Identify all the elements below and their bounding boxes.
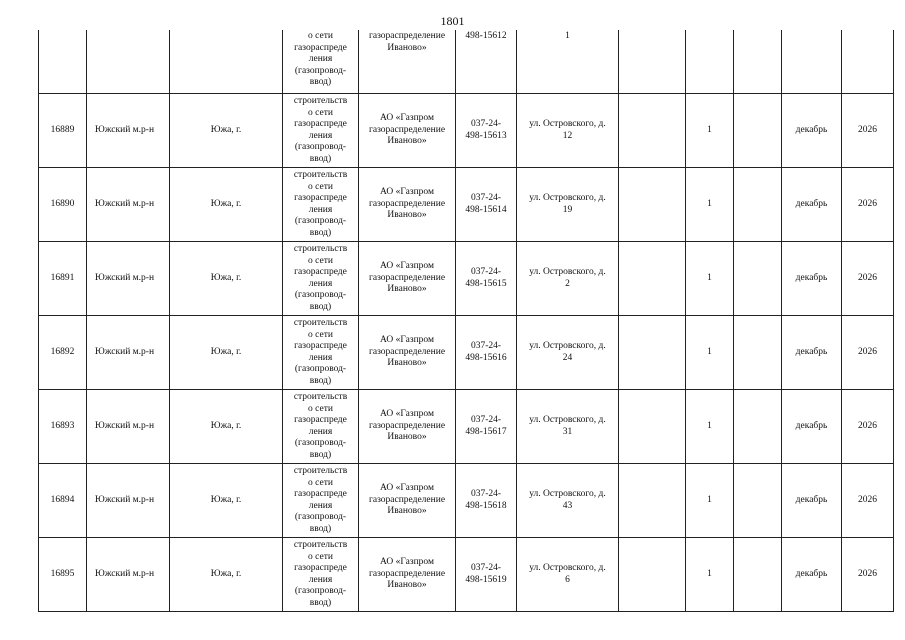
cell-qty: 1: [686, 390, 734, 464]
text-line: строительств: [293, 96, 348, 106]
table-row: [39, 168, 894, 242]
cell-kind: [283, 316, 359, 390]
text-line: ввод): [309, 523, 332, 534]
cell-address: [517, 94, 619, 168]
text-line: газораспреде: [294, 42, 347, 53]
cell-num: 16890: [39, 168, 87, 242]
text-line: 12: [562, 130, 573, 141]
text-line: ввод): [309, 153, 332, 164]
table-row: [39, 242, 894, 316]
cell-qty: 1: [686, 94, 734, 168]
text-line: ввод): [309, 227, 332, 238]
cell-kind: [283, 464, 359, 538]
cell-empty: [734, 30, 782, 94]
text-line: газораспределение: [368, 568, 446, 579]
cell-kind: [283, 538, 359, 612]
text-line: Иваново»: [387, 210, 427, 221]
cell-empty: [619, 464, 686, 538]
code-line: 498-15612: [465, 31, 507, 41]
cell-empty: [734, 390, 782, 464]
cell-empty: [734, 538, 782, 612]
text-line: ул. Островского, д.: [529, 193, 606, 203]
text-line: ул. Островского, д.: [529, 341, 606, 351]
objects-table: [38, 30, 894, 612]
text-line: АО «Газпром: [379, 483, 434, 494]
text-line: Иваново»: [387, 506, 427, 517]
text-line: 498-15618: [465, 500, 507, 511]
text-line: 037-24-: [470, 341, 502, 351]
cell-empty: [734, 242, 782, 316]
cell-qty: 1: [686, 242, 734, 316]
cell-empty: [619, 242, 686, 316]
cell-year: 2026: [842, 316, 894, 390]
cell-org: [359, 464, 456, 538]
text-line: 2: [565, 278, 570, 289]
cell-empty: [734, 464, 782, 538]
cell-empty: [734, 94, 782, 168]
text-line: ввод): [309, 375, 332, 386]
cell-district: [87, 30, 170, 94]
text-line: 24: [562, 352, 573, 363]
cell-year: [842, 30, 894, 94]
cell-year: 2026: [842, 538, 894, 612]
cell-address: [517, 538, 619, 612]
cell-locality: Южа, г.: [170, 390, 283, 464]
text-line: газораспределение: [368, 346, 446, 357]
text-line: газораспределение: [368, 420, 446, 431]
text-line: 31: [562, 426, 573, 437]
cell-kind: [283, 390, 359, 464]
cell-kind: [283, 94, 359, 168]
cell-num: 16891: [39, 242, 87, 316]
cell-locality: Южа, г.: [170, 316, 283, 390]
text-line: 037-24-: [470, 489, 502, 499]
text-line: о сети: [308, 31, 333, 41]
cell-locality: [170, 30, 283, 94]
cell-org: [359, 390, 456, 464]
text-line: 19: [562, 204, 573, 215]
text-line: АО «Газпром: [379, 557, 434, 568]
text-line: 037-24-: [470, 267, 502, 277]
text-line: 037-24-: [470, 193, 502, 203]
text-line: строительств: [293, 466, 348, 476]
text-line: 037-24-: [470, 119, 502, 129]
text-line: строительств: [293, 244, 348, 254]
cell-address: [517, 316, 619, 390]
text-line: ул. Островского, д.: [529, 415, 606, 425]
text-line: о сети: [308, 181, 333, 192]
cell-org: [359, 30, 456, 94]
cell-locality: Южа, г.: [170, 242, 283, 316]
text-line: АО «Газпром: [379, 113, 434, 124]
cell-locality: Южа, г.: [170, 94, 283, 168]
cell-kind: [283, 168, 359, 242]
cell-kind: [283, 30, 359, 94]
text-line: строительств: [293, 170, 348, 180]
text-line: ления: [308, 278, 333, 289]
table-body: [39, 30, 894, 612]
cell-num: 16889: [39, 94, 87, 168]
cell-district: Южский м.р-н: [87, 242, 170, 316]
cell-month: декабрь: [782, 168, 842, 242]
cell-qty: 1: [686, 538, 734, 612]
text-line: строительств: [293, 318, 348, 328]
cell-address: [517, 168, 619, 242]
text-line: газораспреде: [294, 489, 347, 499]
text-line: ления: [308, 204, 333, 215]
text-line: ления: [308, 426, 333, 437]
cell-code: [456, 316, 517, 390]
table-row: [39, 464, 894, 538]
text-line: Иваново»: [387, 284, 427, 295]
text-line: (газопровод-: [294, 142, 347, 152]
cell-code: [456, 242, 517, 316]
text-line: АО «Газпром: [379, 409, 434, 420]
table-row: [39, 94, 894, 168]
text-line: газораспреде: [294, 193, 347, 203]
cell-qty: [686, 30, 734, 94]
cell-year: 2026: [842, 94, 894, 168]
cell-district: Южский м.р-н: [87, 316, 170, 390]
text-line: о сети: [308, 403, 333, 414]
text-line: 6: [565, 574, 570, 585]
text-line: газораспределение: [368, 198, 446, 209]
text-line: газораспределение: [368, 124, 446, 135]
text-line: (газопровод-: [294, 65, 347, 76]
text-line: о сети: [308, 477, 333, 488]
text-line: газораспределение: [368, 494, 446, 505]
cell-district: Южский м.р-н: [87, 464, 170, 538]
cell-code: [456, 168, 517, 242]
text-line: газораспределение: [368, 31, 446, 41]
cell-org: [359, 168, 456, 242]
text-line: газораспреде: [294, 563, 347, 573]
text-line: АО «Газпром: [379, 187, 434, 198]
cell-code: [456, 464, 517, 538]
cell-empty: [734, 168, 782, 242]
cell-org: [359, 242, 456, 316]
cell-address: [517, 242, 619, 316]
cell-address: [517, 30, 619, 94]
text-line: 037-24-: [470, 563, 502, 573]
table-row: [39, 316, 894, 390]
text-line: Иваново»: [387, 432, 427, 443]
cell-code: [456, 30, 517, 94]
cell-empty: [619, 168, 686, 242]
text-line: о сети: [308, 551, 333, 562]
cell-empty: [619, 538, 686, 612]
cell-qty: 1: [686, 316, 734, 390]
cell-address: [517, 390, 619, 464]
cell-num: 16893: [39, 390, 87, 464]
text-line: ввод): [309, 77, 332, 87]
text-line: 498-15617: [465, 426, 507, 437]
continuation-row: [39, 30, 894, 94]
text-line: ул. Островского, д.: [529, 119, 606, 129]
cell-year: 2026: [842, 390, 894, 464]
cell-org: [359, 316, 456, 390]
cell-address: [517, 464, 619, 538]
cell-month: декабрь: [782, 390, 842, 464]
cell-locality: Южа, г.: [170, 538, 283, 612]
text-line: Иваново»: [387, 42, 427, 53]
text-line: строительств: [293, 540, 348, 550]
cell-district: Южский м.р-н: [87, 538, 170, 612]
text-line: 498-15619: [465, 574, 507, 585]
cell-month: декабрь: [782, 242, 842, 316]
cell-month: [782, 30, 842, 94]
text-line: газораспреде: [294, 415, 347, 425]
text-line: Иваново»: [387, 136, 427, 147]
text-line: газораспреде: [294, 119, 347, 129]
cell-empty: [619, 30, 686, 94]
text-line: (газопровод-: [294, 364, 347, 374]
text-line: ления: [308, 352, 333, 363]
text-line: 498-15615: [465, 278, 507, 289]
text-line: газораспреде: [294, 341, 347, 351]
text-line: 498-15613: [465, 130, 507, 141]
cell-locality: Южа, г.: [170, 168, 283, 242]
text-line: АО «Газпром: [379, 335, 434, 346]
cell-year: 2026: [842, 242, 894, 316]
cell-empty: [734, 316, 782, 390]
cell-district: Южский м.р-н: [87, 94, 170, 168]
cell-code: [456, 390, 517, 464]
text-line: газораспреде: [294, 267, 347, 277]
cell-empty: [619, 316, 686, 390]
text-line: о сети: [308, 107, 333, 118]
cell-district: Южский м.р-н: [87, 390, 170, 464]
text-line: 037-24-: [470, 415, 502, 425]
table-row: [39, 390, 894, 464]
text-line: (газопровод-: [294, 290, 347, 300]
text-line: ул. Островского, д.: [529, 489, 606, 499]
text-line: ления: [308, 574, 333, 585]
cell-code: [456, 94, 517, 168]
text-line: ления: [308, 54, 333, 64]
text-line: (газопровод-: [294, 512, 347, 522]
cell-org: [359, 94, 456, 168]
address-line: 1: [565, 31, 570, 41]
text-line: газораспределение: [368, 272, 446, 283]
text-line: (газопровод-: [294, 586, 347, 596]
page-number: 1801: [440, 14, 465, 28]
text-line: 498-15616: [465, 352, 507, 363]
text-line: 43: [562, 500, 573, 511]
cell-qty: 1: [686, 464, 734, 538]
cell-num: [39, 30, 87, 94]
text-line: ввод): [309, 449, 332, 460]
text-line: (газопровод-: [294, 216, 347, 226]
cell-month: декабрь: [782, 538, 842, 612]
cell-empty: [619, 94, 686, 168]
cell-month: декабрь: [782, 464, 842, 538]
text-line: ввод): [309, 301, 332, 312]
cell-year: 2026: [842, 168, 894, 242]
cell-num: 16894: [39, 464, 87, 538]
cell-year: 2026: [842, 464, 894, 538]
cell-month: декабрь: [782, 94, 842, 168]
cell-qty: 1: [686, 168, 734, 242]
text-line: АО «Газпром: [379, 261, 434, 272]
cell-num: 16895: [39, 538, 87, 612]
text-line: о сети: [308, 329, 333, 340]
text-line: ул. Островского, д.: [529, 563, 606, 573]
text-line: Иваново»: [387, 358, 427, 369]
text-line: ул. Островского, д.: [529, 267, 606, 277]
cell-district: Южский м.р-н: [87, 168, 170, 242]
text-line: о сети: [308, 255, 333, 266]
text-line: ления: [308, 500, 333, 511]
cell-month: декабрь: [782, 316, 842, 390]
table-row: [39, 538, 894, 612]
cell-code: [456, 538, 517, 612]
cell-empty: [619, 390, 686, 464]
cell-kind: [283, 242, 359, 316]
text-line: (газопровод-: [294, 438, 347, 448]
cell-num: 16892: [39, 316, 87, 390]
cell-locality: Южа, г.: [170, 464, 283, 538]
text-line: 498-15614: [465, 204, 507, 215]
text-line: ввод): [309, 597, 332, 608]
text-line: Иваново»: [387, 580, 427, 591]
text-line: ления: [308, 130, 333, 141]
text-line: строительств: [293, 392, 348, 402]
cell-org: [359, 538, 456, 612]
